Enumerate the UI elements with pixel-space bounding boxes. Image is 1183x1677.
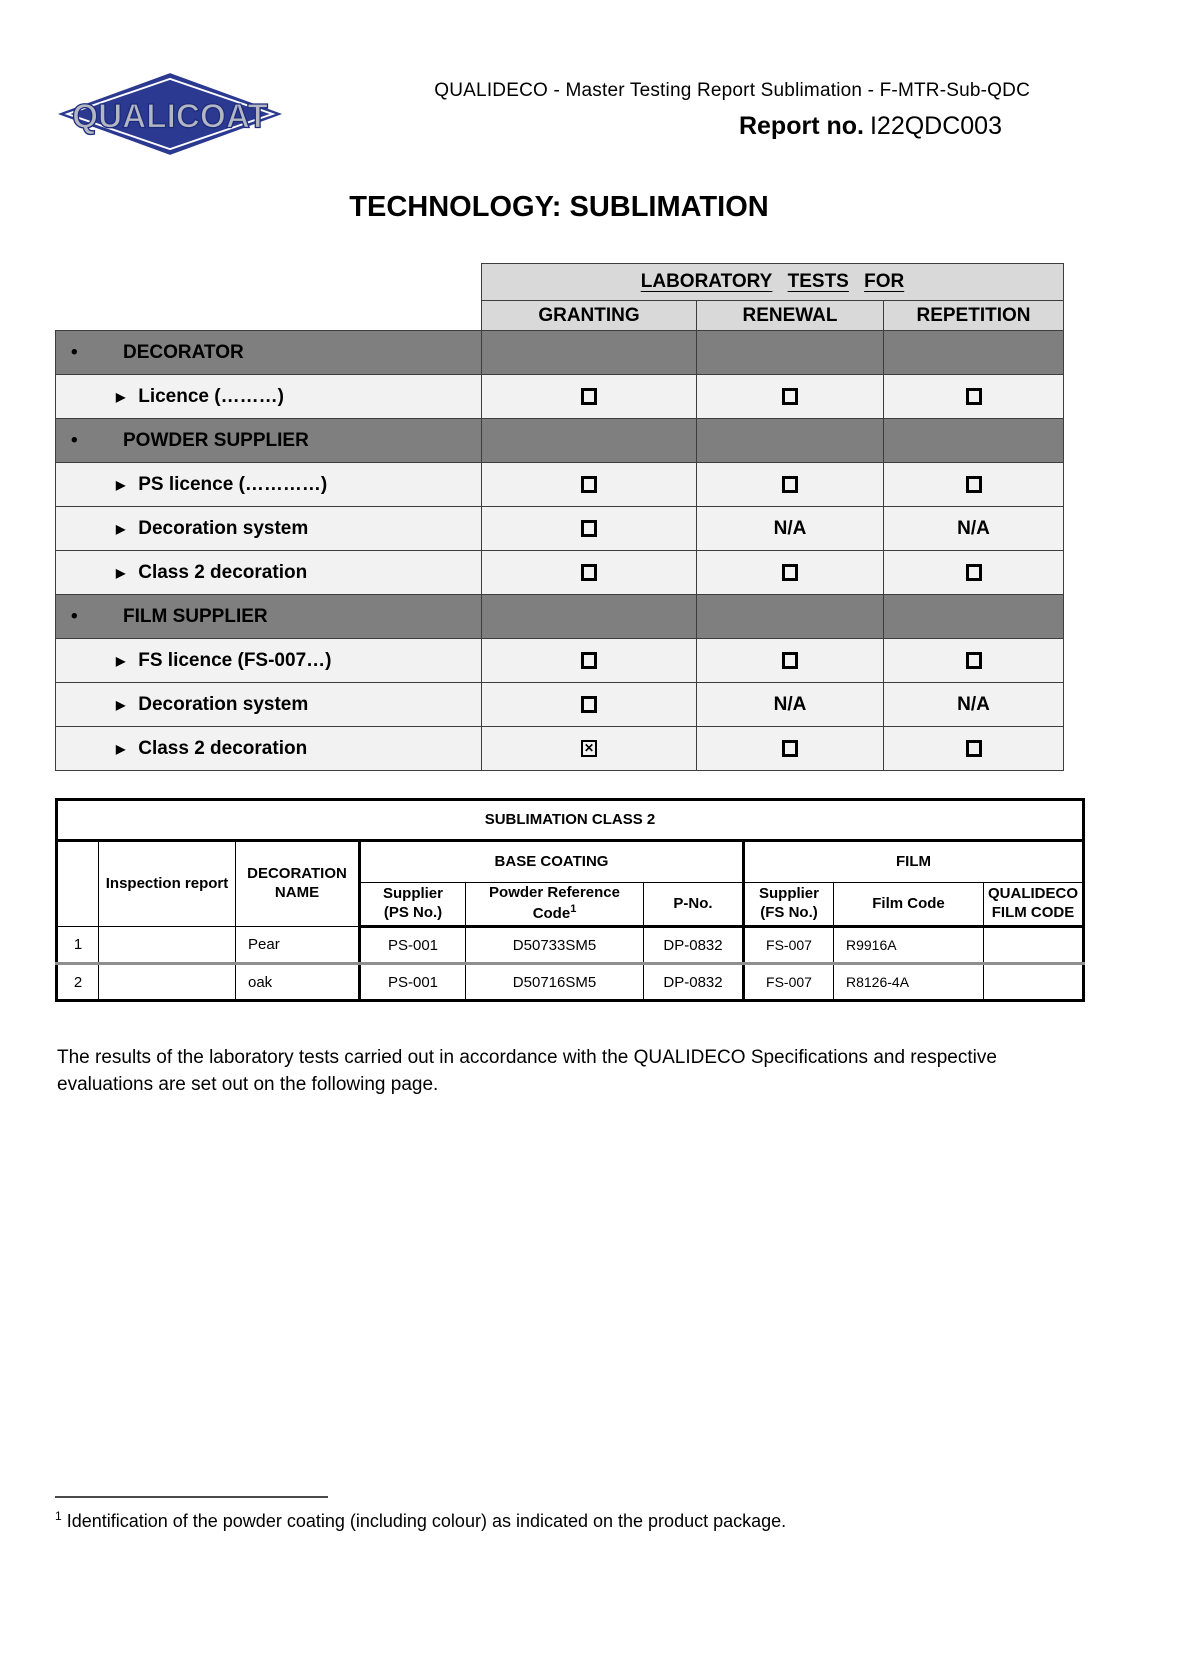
- checkbox-icon: [782, 740, 798, 757]
- inspection-report-cell: [99, 927, 236, 964]
- table-row: [57, 964, 1084, 1001]
- section-cell: [482, 595, 697, 639]
- granting-cell: [482, 507, 697, 551]
- repetition-cell: [884, 683, 1064, 727]
- header-line: Powder Reference: [489, 884, 620, 902]
- item-label-cell: [56, 507, 482, 551]
- granting-cell: [482, 683, 697, 727]
- lab-tests-for-header: [482, 264, 1064, 301]
- arrow-icon: ▶: [116, 521, 126, 536]
- header-line: (PS No.): [383, 904, 443, 921]
- section-row-decorator: [56, 331, 1064, 375]
- row-number: 2: [57, 964, 99, 1001]
- section-cell: [884, 331, 1064, 375]
- column-header-row: [56, 301, 1064, 331]
- section-label-cell: [56, 331, 482, 375]
- base-coating-header: BASE COATING: [360, 841, 744, 883]
- qualicoat-logo: [56, 72, 284, 161]
- granting-cell: [482, 463, 697, 507]
- page-title: TECHNOLOGY: SUBLIMATION: [349, 191, 769, 223]
- checkbox-checked-icon: [581, 740, 597, 757]
- section-cell: [697, 595, 884, 639]
- na-text: N/A: [957, 517, 990, 539]
- arrow-icon: ▶: [116, 741, 126, 756]
- checkbox-icon: [782, 476, 798, 493]
- column-header-granting: GRANTING: [482, 301, 697, 331]
- checkbox-icon: [782, 388, 798, 405]
- section-cell: [482, 419, 697, 463]
- logo-text: QUALICOAT: [72, 97, 268, 136]
- row-number-header: [57, 841, 99, 927]
- item-label: Decoration system: [138, 693, 309, 715]
- item-row-licence: [56, 375, 1064, 419]
- report-no-label: Report no.: [738, 112, 864, 140]
- bullet-icon: •: [71, 341, 78, 363]
- column-header-renewal: RENEWAL: [697, 301, 884, 331]
- checkbox-icon: [581, 652, 597, 669]
- checkbox-icon: [966, 476, 982, 493]
- item-row-decoration-system-ps: [56, 507, 1064, 551]
- na-text: N/A: [957, 693, 990, 715]
- repetition-cell: [884, 551, 1064, 595]
- checkbox-icon: [966, 388, 982, 405]
- arrow-icon: ▶: [116, 389, 126, 404]
- ghost-cell: [56, 301, 482, 331]
- table-row: [57, 927, 1084, 964]
- section-label: POWDER SUPPLIER: [123, 429, 309, 451]
- header-line: Code: [532, 905, 571, 922]
- renewal-cell: [697, 639, 884, 683]
- renewal-cell: [697, 375, 884, 419]
- repetition-cell: [884, 639, 1064, 683]
- doc-title: QUALIDECO - Master Testing Report Sublimation - F-MTR-Sub-QDC: [434, 80, 1030, 101]
- renewal-cell: [697, 551, 884, 595]
- film-code-header: Film Code: [834, 883, 984, 927]
- supplier-ps-cell: PS-001: [360, 927, 466, 964]
- film-code-cell: R8126-4A: [834, 964, 984, 1001]
- footnote-separator: [55, 1496, 328, 1498]
- granting-cell: [482, 375, 697, 419]
- powder-reference-header: [466, 883, 644, 927]
- checkbox-icon: [782, 652, 798, 669]
- item-label: FS licence (FS-007…): [138, 649, 332, 671]
- powder-reference-cell: D50716SM5: [466, 964, 644, 1001]
- ghost-cell: [56, 264, 482, 301]
- footnote-text-line: [55, 1509, 1055, 1532]
- report-number-line: [434, 112, 1030, 141]
- footnote-text: Identification of the powder coating (including colour) as indicated on the product package.: [66, 1511, 787, 1531]
- checkbox-icon: [966, 564, 982, 581]
- header-line: Supplier: [758, 885, 819, 903]
- item-label: Class 2 decoration: [138, 737, 308, 759]
- section-cell: [482, 331, 697, 375]
- granting-cell: [482, 551, 697, 595]
- supplier-ps-cell: PS-001: [360, 964, 466, 1001]
- header-line: FILM CODE: [991, 904, 1075, 921]
- renewal-cell: [697, 463, 884, 507]
- header-word: TESTS: [787, 271, 849, 292]
- p-no-cell: DP-0832: [644, 927, 744, 964]
- footnote-number: 1: [55, 1509, 62, 1523]
- class2-title-row: [57, 800, 1084, 841]
- p-no-header: P-No.: [644, 883, 744, 927]
- arrow-icon: ▶: [116, 565, 126, 580]
- section-label: FILM SUPPLIER: [123, 605, 268, 627]
- footnote: [55, 1496, 1055, 1532]
- item-row-decoration-system-fs: [56, 683, 1064, 727]
- item-label-cell: [56, 683, 482, 727]
- checkbox-icon: [581, 388, 597, 405]
- section-row-film-supplier: [56, 595, 1064, 639]
- header-line: (FS No.): [760, 904, 818, 921]
- header-word: LABORATORY: [640, 271, 773, 292]
- bullet-icon: •: [71, 605, 78, 627]
- decoration-name-cell: Pear: [236, 927, 360, 964]
- class2-table-title: SUBLIMATION CLASS 2: [57, 800, 1084, 841]
- item-label-cell: [56, 463, 482, 507]
- qualideco-film-code-header: [984, 883, 1084, 927]
- item-label: Decoration system: [138, 517, 309, 539]
- arrow-icon: ▶: [116, 653, 126, 668]
- repetition-cell: [884, 727, 1064, 771]
- group-header-row: [57, 841, 1084, 883]
- decoration-name-header: DECORATION NAME: [236, 841, 360, 927]
- item-row-class2-decoration-ps: [56, 551, 1064, 595]
- header-line: QUALIDECO: [988, 885, 1078, 903]
- item-label: Class 2 decoration: [138, 561, 308, 583]
- renewal-cell: [697, 507, 884, 551]
- section-cell: [884, 595, 1064, 639]
- lab-tests-header-row: [56, 264, 1064, 301]
- item-label-cell: [56, 551, 482, 595]
- checkbox-icon: [581, 696, 597, 713]
- section-cell: [884, 419, 1064, 463]
- section-label-cell: [56, 419, 482, 463]
- granting-cell: [482, 639, 697, 683]
- checkbox-icon: [966, 740, 982, 757]
- item-row-fs-licence: [56, 639, 1064, 683]
- decoration-name-cell: oak: [236, 964, 360, 1001]
- checkbox-icon: [581, 520, 597, 537]
- renewal-cell: [697, 683, 884, 727]
- section-cell: [697, 331, 884, 375]
- arrow-icon: ▶: [116, 477, 126, 492]
- arrow-icon: ▶: [116, 697, 126, 712]
- checkbox-icon: [581, 564, 597, 581]
- renewal-cell: [697, 727, 884, 771]
- repetition-cell: [884, 507, 1064, 551]
- checkbox-icon: [581, 476, 597, 493]
- section-row-powder-supplier: [56, 419, 1064, 463]
- repetition-cell: [884, 375, 1064, 419]
- supplier-fs-header: [744, 883, 834, 927]
- item-row-class2-decoration-fs: [56, 727, 1064, 771]
- checkbox-icon: [966, 652, 982, 669]
- results-paragraph: The results of the laboratory tests carried out in accordance with the QUALIDECO Specifications and respective evaluations are set out on the following page.: [57, 1047, 997, 1095]
- row-number: 1: [57, 927, 99, 964]
- film-header: FILM: [744, 841, 1084, 883]
- document-header: [434, 80, 1030, 141]
- film-code-cell: R9916A: [834, 927, 984, 964]
- qualicoat-logo-image: [56, 72, 284, 156]
- item-label: PS licence (…………): [138, 473, 328, 495]
- qualideco-film-code-cell: [984, 964, 1084, 1001]
- item-label-cell: [56, 375, 482, 419]
- footnote-ref: 1: [570, 903, 577, 915]
- section-label-cell: [56, 595, 482, 639]
- granting-cell: [482, 727, 697, 771]
- supplier-fs-cell: FS-007: [744, 927, 834, 964]
- na-text: N/A: [773, 693, 807, 715]
- column-header-repetition: REPETITION: [884, 301, 1064, 331]
- lab-tests-table: [55, 263, 1064, 771]
- item-row-ps-licence: [56, 463, 1064, 507]
- inspection-report-header: Inspection report: [99, 841, 236, 927]
- header-line: Supplier: [382, 885, 443, 903]
- inspection-report-cell: [99, 964, 236, 1001]
- item-label-cell: [56, 639, 482, 683]
- qualideco-film-code-cell: [984, 927, 1084, 964]
- bullet-icon: •: [71, 429, 78, 451]
- section-cell: [697, 419, 884, 463]
- item-label-cell: [56, 727, 482, 771]
- sublimation-class2-table: [55, 798, 1085, 1002]
- section-label: DECORATOR: [123, 341, 244, 363]
- p-no-cell: DP-0832: [644, 964, 744, 1001]
- checkbox-icon: [782, 564, 798, 581]
- header-word: FOR: [864, 271, 905, 292]
- na-text: N/A: [773, 517, 807, 539]
- powder-reference-cell: D50733SM5: [466, 927, 644, 964]
- report-no-value: I22QDC003: [869, 112, 1002, 140]
- supplier-ps-header: [360, 883, 466, 927]
- item-label: Licence (………): [138, 385, 284, 407]
- repetition-cell: [884, 463, 1064, 507]
- supplier-fs-cell: FS-007: [744, 964, 834, 1001]
